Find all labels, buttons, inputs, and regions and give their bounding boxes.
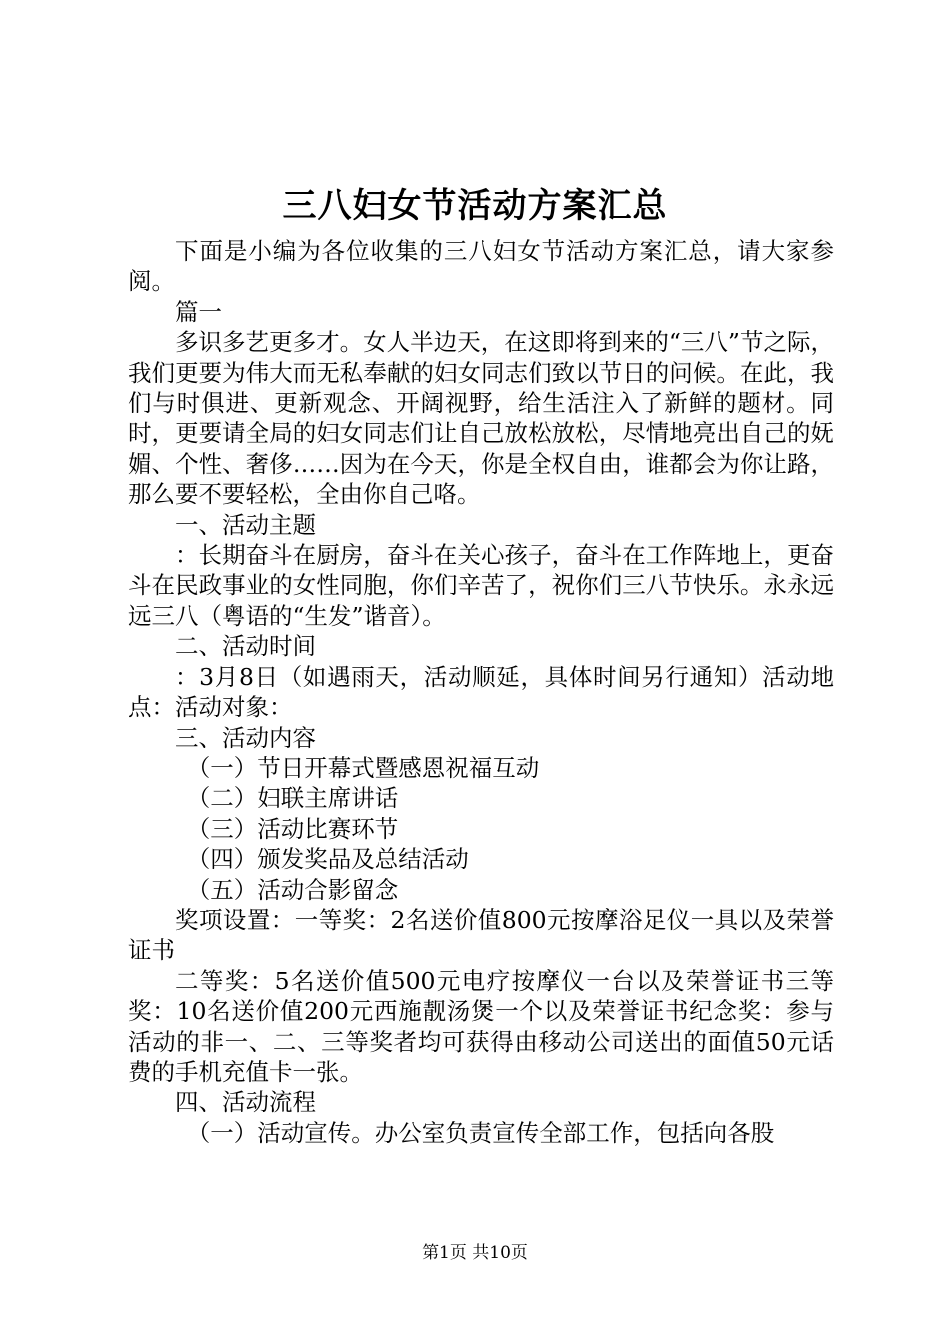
activity-time-paragraph: ：3月8日（如遇雨天，活动顺延，具体时间另行通知）活动地点：活动对象：: [128, 662, 834, 722]
content-list-item: （一）节日开幕式暨感恩祝福互动: [186, 753, 540, 782]
awards-paragraph: 奖项设置：一等奖：2名送价值800元按摩浴足仪一具以及荣誉证书: [128, 905, 834, 965]
activity-theme-paragraph: ：长期奋斗在厨房，奋斗在关心孩子，奋斗在工作阵地上，更奋斗在民政事业的女性同胞，你们辛苦了，祝你们三八节快乐。永永远远三八（粤语的“生发”谐音）。: [128, 541, 834, 630]
page-footer: 第1页 共10页: [422, 1243, 528, 1263]
heading-activity-theme: 一、活动主题: [175, 510, 316, 539]
content-list-item: （二）妇联主席讲话: [186, 784, 399, 813]
content-list-item: （三）活动比赛环节: [186, 814, 399, 843]
document-title: 三八妇女节活动方案汇总: [282, 186, 668, 226]
process-paragraph: （一）活动宣传。办公室负责宣传全部工作，包括向各股: [186, 1118, 775, 1147]
section-heading-part-one: 篇一: [175, 297, 222, 326]
opening-paragraph: 多识多艺更多才。女人半边天，在这即将到来的“三八”节之际，我们更要为伟大而无私奉献的妇女同志们致以节日的问候。在此，我们与时俱进、更新观念、开阔视野，给生活注入了新鲜的题材。同时，更要请全局的妇女同志们让自己放松放松，尽情地亮出自己的妩媚、个性、奢侈……因为在今天，你是全权自由，谁都会为你让路，那么要不要轻松，全由你自己咯。: [128, 328, 834, 509]
heading-activity-content: 三、活动内容: [175, 723, 316, 752]
content-list-item: （四）颁发奖品及总结活动: [186, 845, 469, 874]
awards-detail-paragraph: 二等奖：5名送价值500元电疗按摩仪一台以及荣誉证书三等奖：10名送价值200元西施靓汤煲一个以及荣誉证书纪念奖：参与活动的非一、二、三等奖者均可获得由移动公司送出的面值50元话费的手机充值卡一张。: [128, 966, 834, 1086]
heading-activity-process: 四、活动流程: [175, 1088, 316, 1117]
content-list-item: （五）活动合影留念: [186, 875, 399, 904]
heading-activity-time: 二、活动时间: [175, 632, 316, 661]
intro-paragraph: 下面是小编为各位收集的三八妇女节活动方案汇总，请大家参阅。: [128, 237, 834, 296]
document-body: [128, 236, 834, 1148]
